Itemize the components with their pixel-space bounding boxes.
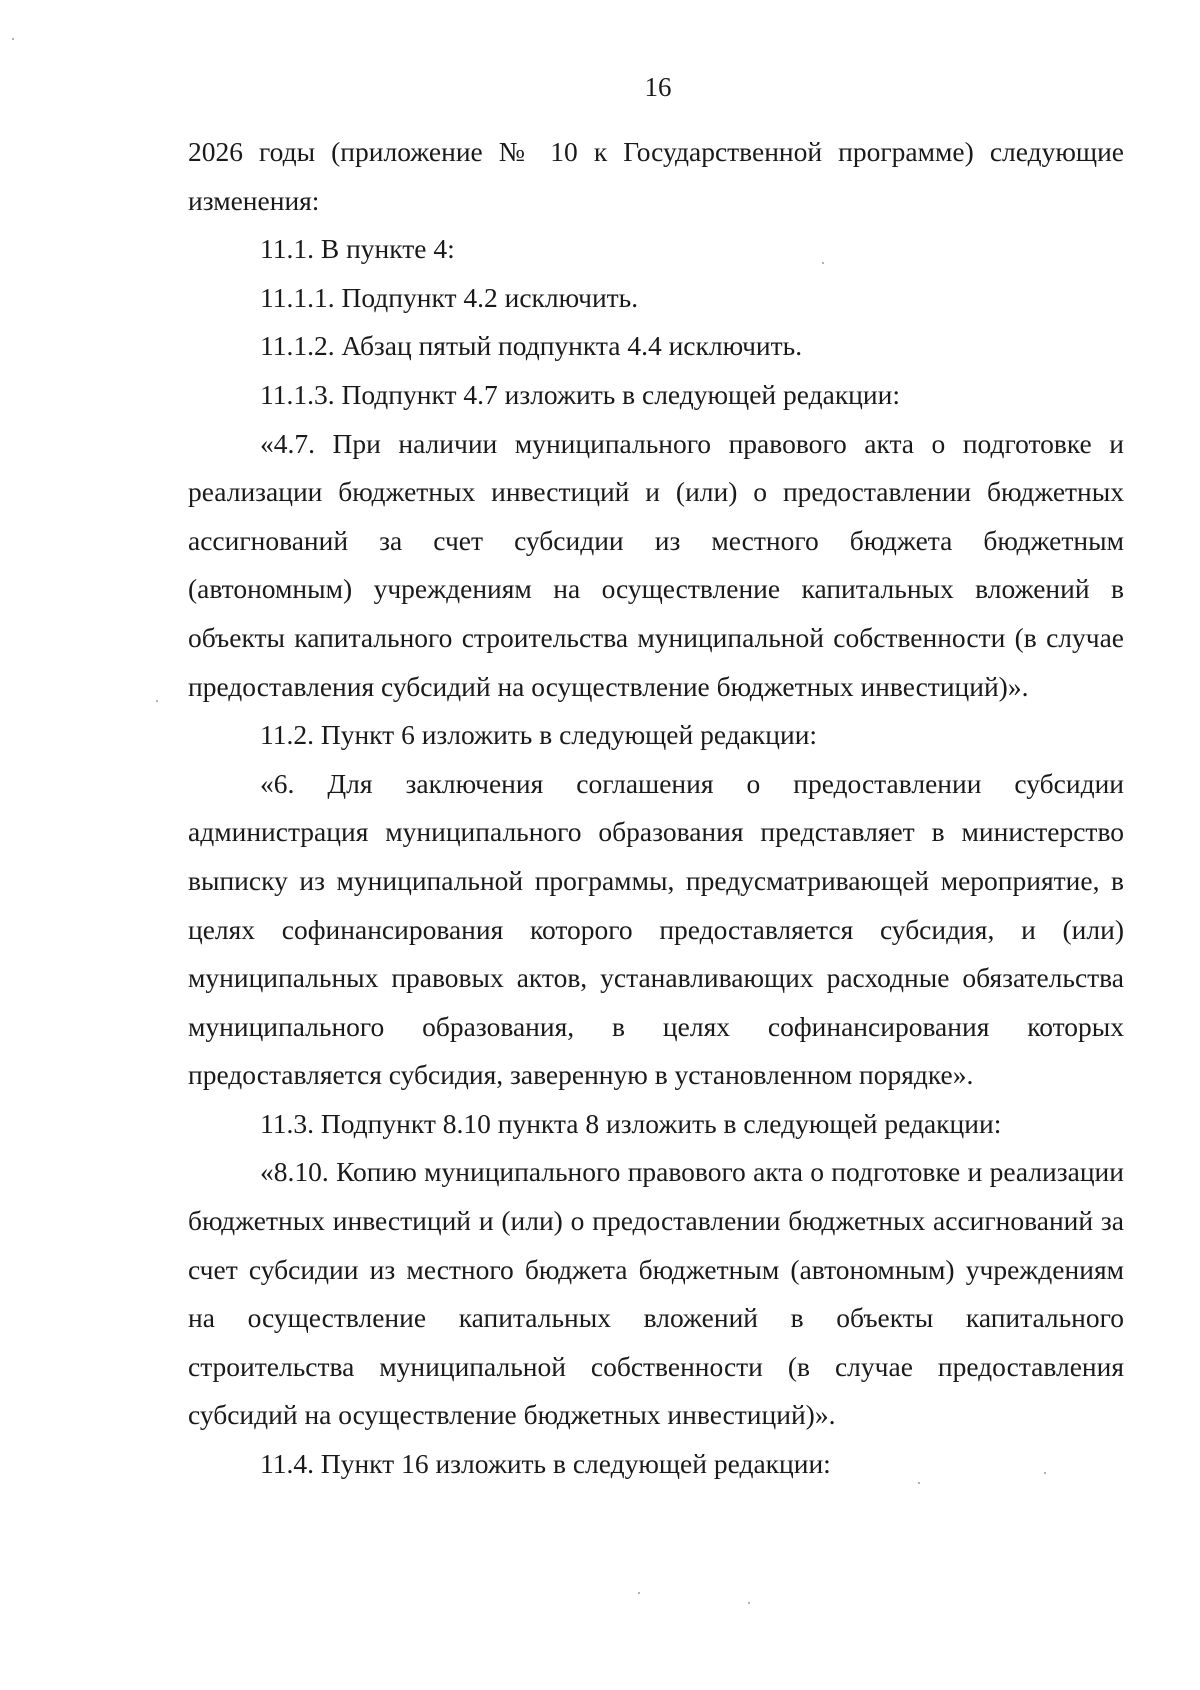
paragraph-11-2: 11.2. Пункт 6 изложить в следующей редакции:: [260, 719, 818, 751]
scan-speck: [638, 1592, 640, 1594]
paragraph-quote-4-7: «4.7. При наличии муниципального правового акта о подготовке и реализации бюджетных инвестиций и (или) о предоставлении бюджетных ассигнований за счет субсидии из местного бюджета бюджетным (автономным) учреждениям на осуществление капитальных вложений в объекты капитального строительства муниципальной собственности (в случае предоставления субсидий на осуществление бюджетных инвестиций)».: [188, 427, 1124, 702]
paragraph-11-1: 11.1. В пункте 4:: [260, 233, 455, 265]
scan-speck: [748, 1602, 750, 1604]
paragraph-11-1-1: 11.1.1. Подпункт 4.2 исключить.: [260, 281, 639, 313]
scan-speck: [822, 262, 824, 264]
scan-speck: [918, 1482, 920, 1484]
document-body: [188, 128, 1124, 1489]
paragraph-intro: 2026 годы (приложение № 10 к Государственной программе) следующие изменения:: [188, 136, 1124, 216]
paragraph-quote-6: «6. Для заключения соглашения о предоставлении субсидии администрация муниципального образования представляет в министерство выписку из муниципальной программы, предусматривающей мероприятие, в целях софинансирования которого предоставляется субсидия, и (или) муниципальных правовых актов, устанавливающих расходные обязательства муниципального образования, в целях софинансирования которых предоставляется субсидия, заверенную в установленном порядке».: [188, 767, 1124, 1091]
paragraph-11-1-2: 11.1.2. Абзац пятый подпункта 4.4 исключить.: [260, 330, 803, 362]
page-number: 16: [644, 72, 672, 102]
scan-speck: [1044, 1472, 1046, 1474]
scan-speck: [156, 700, 158, 702]
paragraph-11-4: 11.4. Пункт 16 изложить в следующей редакции:: [260, 1448, 831, 1480]
paragraph-11-3: 11.3. Подпункт 8.10 пункта 8 изложить в следующей редакции:: [260, 1107, 1002, 1139]
scan-speck: [12, 38, 14, 40]
paragraph-quote-8-10: «8.10. Копию муниципального правового акта о подготовке и реализации бюджетных инвестиций и (или) о предоставлении бюджетных ассигнований за счет субсидии из местного бюджета бюджетным (автономным) учреждениям на осуществление капитальных вложений в объекты капитального строительства муниципальной собственности (в случае предоставления субсидий на осуществление бюджетных инвестиций)».: [188, 1156, 1124, 1431]
paragraph-11-1-3: 11.1.3. Подпункт 4.7 изложить в следующей редакции:: [260, 378, 900, 410]
